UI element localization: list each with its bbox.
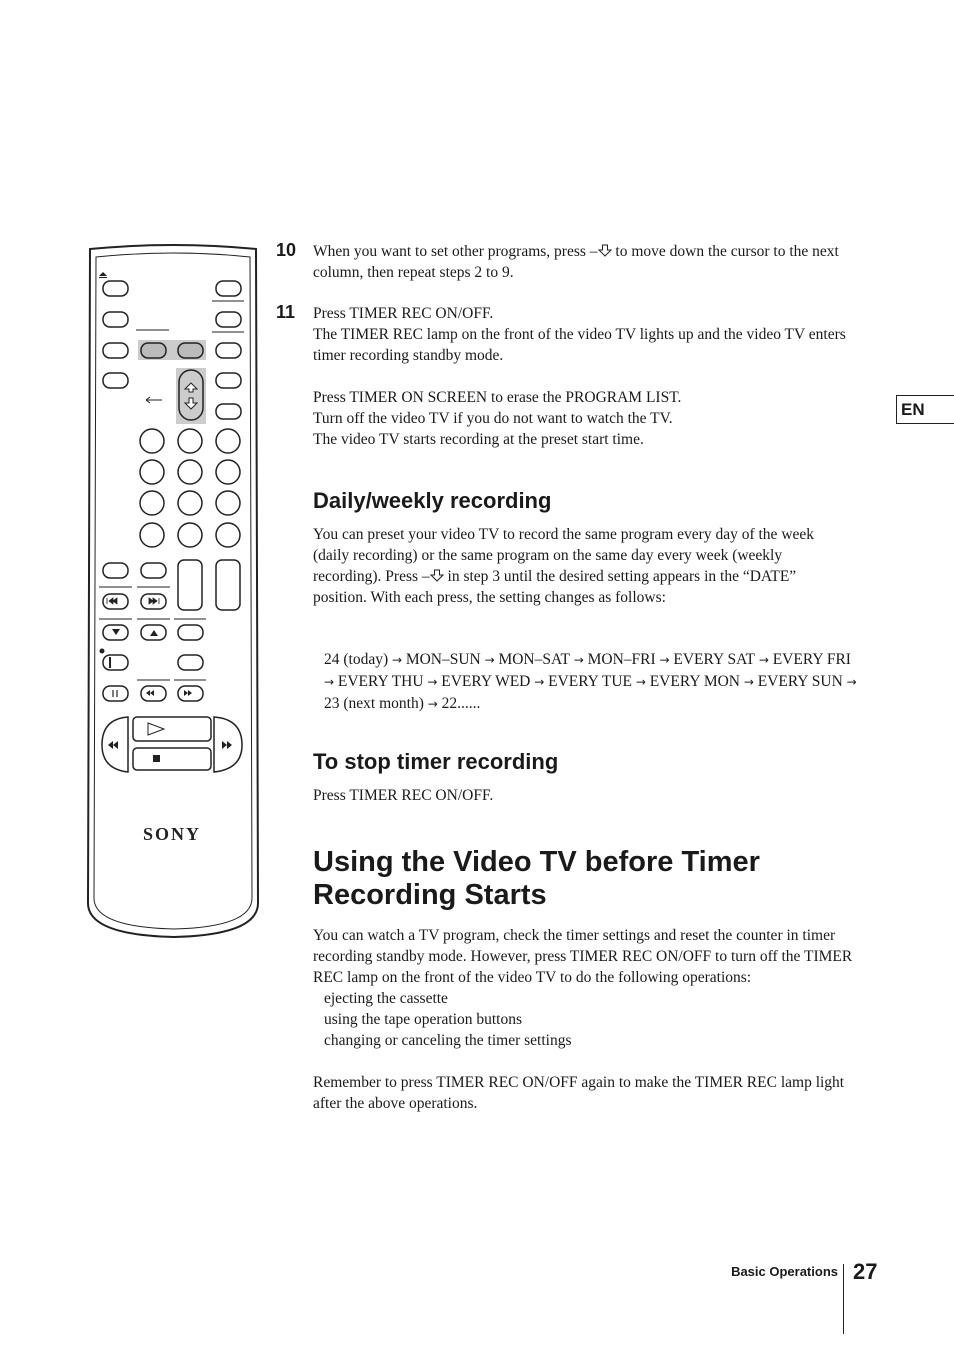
sequence-item: 24 (today) [324, 651, 389, 668]
stop-timer-heading: To stop timer recording [313, 749, 559, 774]
sequence-arrow-icon: → [740, 675, 758, 689]
step-line: Press TIMER ON SCREEN to erase the PROGRAM LIST. [313, 389, 682, 406]
date-setting-sequence [313, 649, 859, 715]
sequence-item: 23 (next month) [324, 695, 424, 712]
using-video-body [313, 925, 853, 1114]
closing-paragraph: Remember to press TIMER REC ON/OFF again to make the TIMER REC lamp light after the above operations. [313, 1074, 845, 1112]
operation-item: ejecting the cassette [324, 990, 448, 1007]
sequence-item: MON–SUN [405, 651, 481, 668]
section-title: Using the Video TV before Timer Recording Starts [313, 846, 760, 911]
language-tab: EN [896, 395, 954, 424]
step-line: Turn off the video TV if you do not want to watch the TV. [313, 410, 673, 427]
intro-paragraph: You can watch a TV program, check the timer settings and reset the counter in timer recording standby mode. However, press TIMER REC ON/OFF to turn off the TIMER REC lamp on the front of the video TV to do the following operations: [313, 927, 853, 986]
down-arrow-icon [430, 569, 444, 583]
sequence-arrow-icon: → [530, 675, 549, 689]
sequence-item: EVERY MON [649, 673, 740, 690]
sequence-arrow-icon: → [842, 675, 857, 689]
operation-item: using the tape operation buttons [324, 1011, 523, 1028]
step-body [313, 241, 853, 283]
sequence-item: MON–SAT [498, 651, 570, 668]
sequence-item: MON–FRI [587, 651, 656, 668]
play-icon [133, 717, 211, 741]
rewind-icon [103, 594, 128, 609]
sequence-item: EVERY FRI [772, 651, 851, 668]
step-line: The video TV starts recording at the preset start time. [313, 431, 644, 448]
step-line: The TIMER REC lamp on the front of the video TV lights up and the video TV enters timer recording standby mode. [313, 326, 846, 364]
stop-icon [133, 748, 211, 770]
paragraph-text: in step 3 until the desired setting appears in the “DATE” position. With each press, the setting changes as follows: [313, 568, 797, 606]
footer-divider [843, 1264, 844, 1334]
paragraph-text: You can preset your video TV to record the same program every day of the week (daily recording) or the same program on the same day every week (weekly recording). Press – [313, 526, 815, 585]
operation-item: changing or canceling the timer settings [324, 1032, 572, 1049]
sequence-arrow-icon: → [423, 675, 442, 689]
sequence-arrow-icon: → [324, 675, 338, 689]
page-number: 27 [853, 1259, 878, 1284]
step-line: Press TIMER REC ON/OFF. [313, 305, 494, 322]
sequence-arrow-icon: → [423, 697, 442, 711]
sequence-arrow-icon: → [480, 653, 499, 667]
sequence-item: EVERY THU [337, 673, 424, 690]
sequence-arrow-icon: → [632, 675, 650, 689]
step-body [313, 303, 853, 450]
step-number: 11 [276, 302, 296, 322]
sequence-arrow-icon: → [569, 653, 588, 667]
step-text: to move down the cursor to the next column, then repeat steps 2 to 9. [313, 243, 839, 281]
sequence-item: 22...... [441, 695, 481, 712]
down-arrow-icon [598, 244, 612, 258]
stop-timer-text: Press TIMER REC ON/OFF. [313, 787, 494, 804]
fast-forward-icon [141, 594, 166, 609]
step-text: When you want to set other programs, press – [313, 243, 598, 260]
sequence-item: EVERY SAT [673, 651, 756, 668]
pause-icon [103, 686, 128, 701]
step-number: 10 [276, 240, 297, 260]
sequence-arrow-icon: → [388, 653, 406, 667]
sequence-arrow-icon: → [655, 653, 674, 667]
footer-section-label: Basic Operations [731, 1264, 838, 1279]
remote-brand-logo: SONY [142, 824, 202, 844]
remote-control-illustration [84, 243, 264, 943]
sequence-item: EVERY TUE [548, 673, 633, 690]
daily-weekly-paragraph [313, 524, 853, 608]
sequence-arrow-icon: → [755, 653, 773, 667]
daily-weekly-heading: Daily/weekly recording [313, 488, 552, 513]
sequence-item: EVERY SUN [757, 673, 843, 690]
sequence-item: EVERY WED [441, 673, 531, 690]
